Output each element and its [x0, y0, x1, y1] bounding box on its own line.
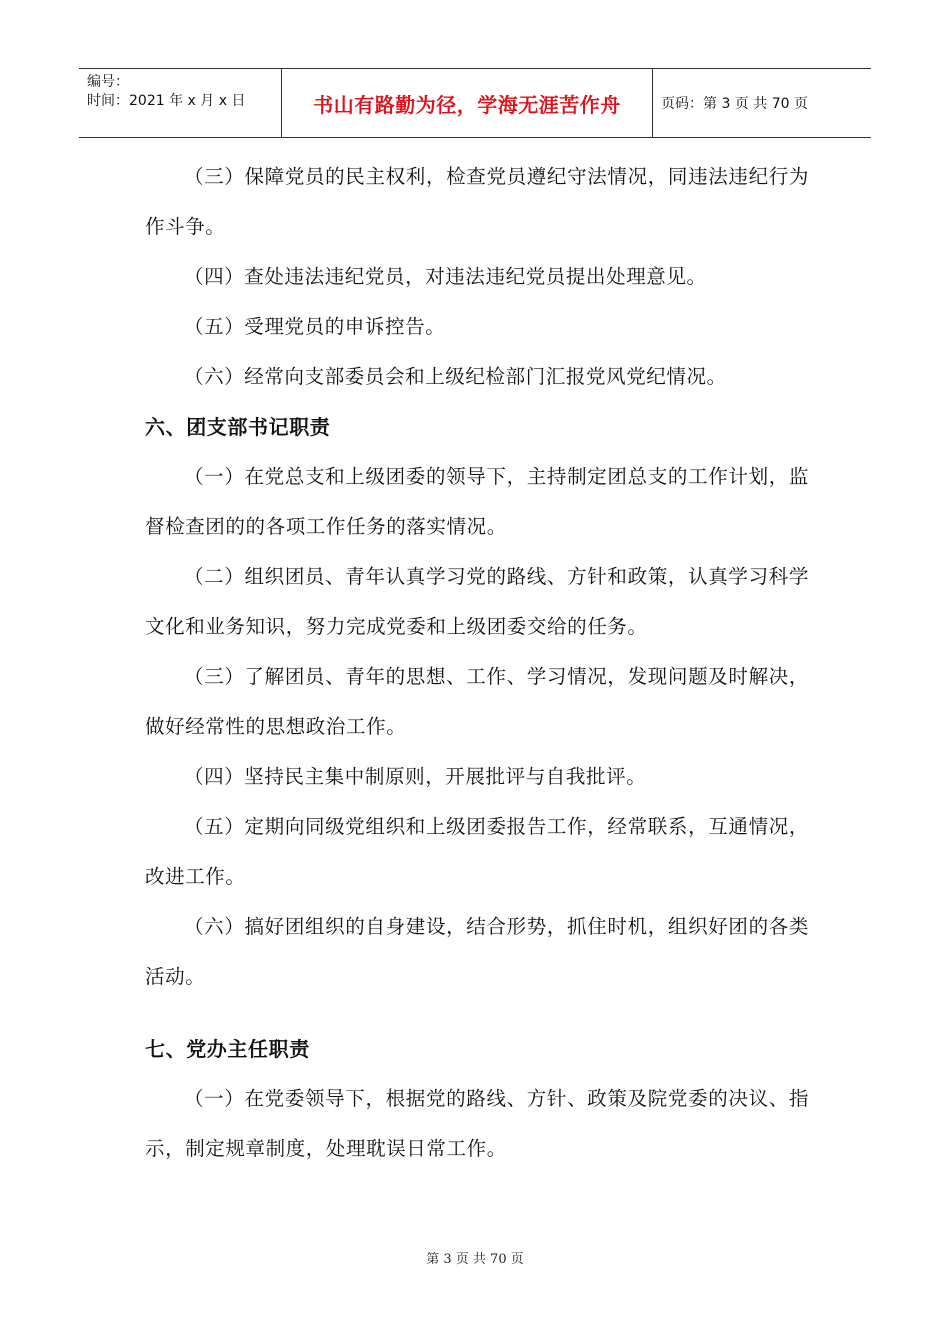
header-motto-cell: [282, 69, 653, 137]
header-page-info: 页码：第 3 页 共 70 页: [661, 96, 808, 112]
header-meta-cell: [79, 69, 282, 137]
document-body: [145, 152, 809, 1174]
section-heading-6: 六、团支部书记职责: [145, 415, 331, 439]
section-heading-7: 七、党办主任职责: [145, 1037, 310, 1061]
header-page-cell: [653, 69, 871, 137]
paragraph: （四）查处违法违纪党员，对违法违纪党员提出处理意见。: [184, 265, 707, 288]
paragraph: （五）定期向同级党组织和上级团委报告工作，经常联系，互通情况，改进工作。: [145, 815, 809, 888]
page-footer: 第 3 页 共 70 页: [426, 1252, 524, 1267]
document-date-label: 时间：2021 年 x 月 x 日: [87, 93, 246, 109]
paragraph: （一）在党总支和上级团委的领导下，主持制定团总支的工作计划，监督检查团的的各项工作任务的落实情况。: [145, 465, 809, 538]
paragraph: （六）经常向支部委员会和上级纪检部门汇报党风党纪情况。: [184, 365, 727, 388]
document-header: [79, 68, 871, 138]
paragraph: （四）坚持民主集中制原则，开展批评与自我批评。: [184, 765, 647, 788]
paragraph: （三）保障党员的民主权利，检查党员遵纪守法情况，同违法违纪行为作斗争。: [145, 165, 809, 238]
paragraph: （六）搞好团组织的自身建设，结合形势，抓住时机，组织好团的各类活动。: [145, 915, 809, 988]
paragraph: （三）了解团员、青年的思想、工作、学习情况，发现问题及时解决，做好经常性的思想政治工作。: [145, 665, 809, 738]
document-number-label: 编号：: [87, 74, 129, 90]
paragraph: （二）组织团员、青年认真学习党的路线、方针和政策，认真学习科学文化和业务知识，努力完成党委和上级团委交给的任务。: [145, 565, 809, 638]
paragraph: （五）受理党员的申诉控告。: [184, 315, 446, 338]
header-motto: 书山有路勤为径，学海无涯苦作舟: [313, 92, 621, 117]
paragraph: （一）在党委领导下，根据党的路线、方针、政策及院党委的决议、指示，制定规章制度，处理耽误日常工作。: [145, 1087, 809, 1160]
